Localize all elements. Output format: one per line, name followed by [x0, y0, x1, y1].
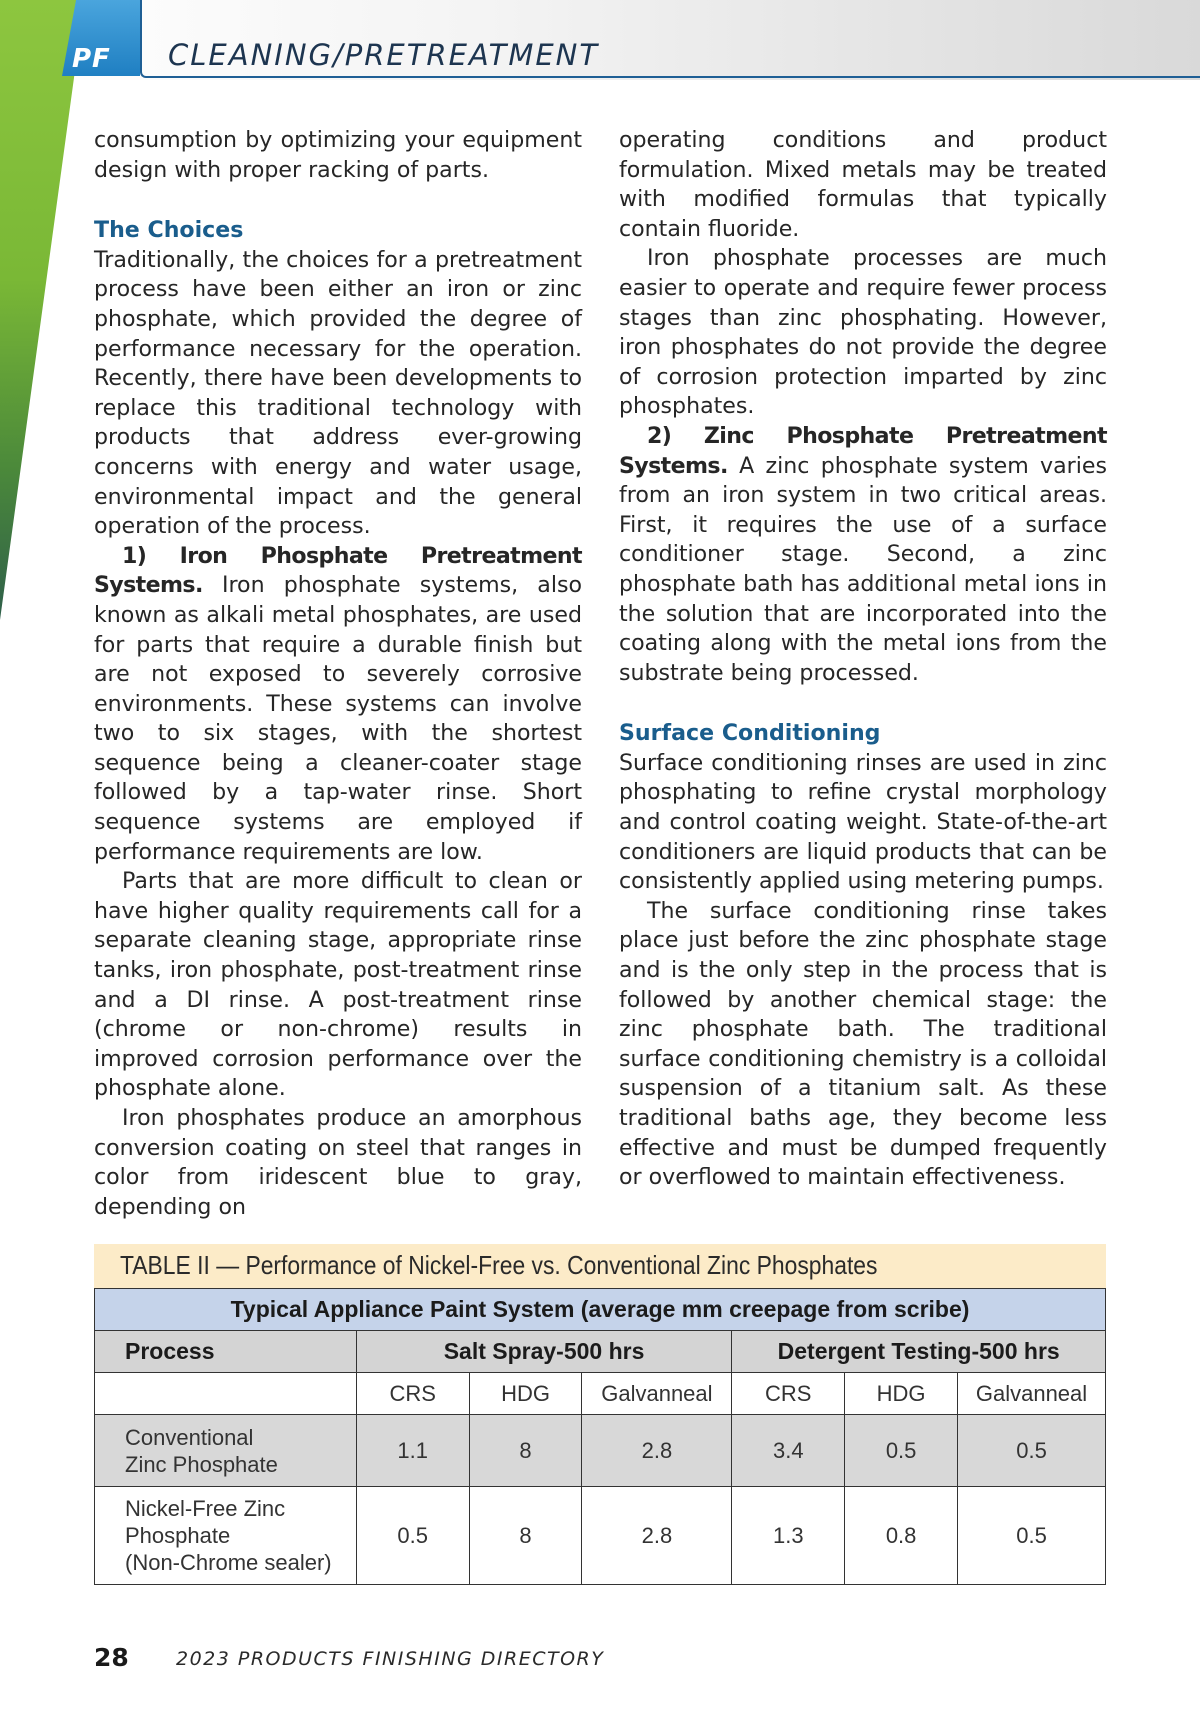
footer-publication-title: 2023 PRODUCTS FINISHING DIRECTORY	[176, 1648, 605, 1670]
column-header-galvanneal: Galvanneal	[958, 1373, 1106, 1415]
page-number: 28	[94, 1643, 129, 1672]
column-header-process: Process	[95, 1331, 357, 1373]
row-label: Nickel-Free Zinc Phosphate (Non-Chrome sealer)	[95, 1487, 357, 1585]
paragraph: consumption by optimizing your equipment design with proper racking of parts.	[94, 127, 582, 183]
paragraph: Parts that are more difficult to clean or have higher quality requirements call for a separate cleaning stage, appropriate rinse tanks, iron phosphate, post-treatment rinse and a DI rinse. A post-treatment rinse (chrome or non-chrome) results in improved corrosion performance over the phosphate alone.	[94, 868, 582, 1102]
table-cell: 0.5	[958, 1487, 1106, 1585]
performance-table	[94, 1288, 1106, 1585]
table-caption: TABLE II — Performance of Nickel-Free vs. Conventional Zinc Phosphates	[120, 1250, 878, 1280]
table-cell: 1.3	[732, 1487, 845, 1585]
table-cell: 1.1	[356, 1415, 469, 1487]
column-group-detergent: Detergent Testing-500 hrs	[732, 1331, 1106, 1373]
section-title: CLEANING/PRETREATMENT	[168, 38, 600, 72]
table-cell: 8	[469, 1415, 582, 1487]
paragraph: The surface conditioning rinse takes place just before the zinc phosphate stage and is the only step in the process that is followed by another chemical stage: the zinc phosphate bath. The traditional surface conditioning chemistry is a colloidal suspension of a titanium salt. As these traditional baths age, they become less effective and must be dumped frequently or overflowed to maintain effectiveness.	[619, 897, 1107, 1191]
table-cell: 0.5	[356, 1487, 469, 1585]
table-row	[95, 1487, 1106, 1585]
row-label: Conventional Zinc Phosphate	[95, 1415, 357, 1487]
subheading-zinc-phosphate: 2) Zinc Phosphate Pretreatment Systems.	[619, 422, 1107, 479]
pf-logo-text: PF	[72, 44, 111, 74]
table-cell: 2.8	[582, 1487, 732, 1585]
paragraph: Iron phosphate processes are much easier to operate and require fewer process stages than zinc phosphating. However, iron phosphates do not provide the degree of corrosion protection imparted by zinc phosphates.	[619, 245, 1107, 420]
paragraph-iron-phosphate: 1) Iron Phosphate Pretreatment Systems. Iron phosphate systems, also known as alkali metal phosphates, are used for parts that require a durable finish but are not exposed to severely corrosive environments. These systems can involve two to six stages, with the shortest sequence being a cleaner-coater stage followed by a tap-water rinse. Short sequence systems are employed if performance requirements are low.	[94, 542, 582, 865]
table-group-row	[95, 1331, 1106, 1373]
left-column	[94, 126, 582, 1222]
table-cell: 3.4	[732, 1415, 845, 1487]
paragraph: Iron phosphates produce an amorphous conversion coating on steel that ranges in color from iridescent blue to gray, depending on	[94, 1105, 582, 1220]
table-cell: 0.5	[958, 1415, 1106, 1487]
column-header-crs: CRS	[356, 1373, 469, 1415]
table-cell: 0.5	[845, 1415, 958, 1487]
table-cell: 2.8	[582, 1415, 732, 1487]
column-header-hdg: HDG	[845, 1373, 958, 1415]
column-header-galvanneal: Galvanneal	[582, 1373, 732, 1415]
table-subheader-row	[95, 1373, 1106, 1415]
column-header-crs: CRS	[732, 1373, 845, 1415]
table-row	[95, 1415, 1106, 1487]
column-group-salt-spray: Salt Spray-500 hrs	[356, 1331, 732, 1373]
table-title-row	[95, 1289, 1106, 1331]
table-cell-empty	[95, 1373, 357, 1415]
paragraph-zinc-phosphate: 2) Zinc Phosphate Pretreatment Systems. A zinc phosphate system varies from an iron system in two critical areas. First, it requires the use of a surface conditioner stage. Second, a zinc phosphate bath has additional metal ions in the solution that are incorporated into the coating along with the metal ions from the substrate being processed.	[619, 422, 1107, 686]
table-cell: 0.8	[845, 1487, 958, 1585]
heading-surface-conditioning: Surface Conditioning	[619, 720, 881, 747]
right-column	[619, 126, 1107, 1193]
subheading-iron-phosphate: 1) Iron Phosphate Pretreatment Systems.	[94, 542, 582, 599]
header-rule-corner	[140, 0, 146, 78]
paragraph: operating conditions and product formulation. Mixed metals may be treated with modified formulas that typically contain fluoride.	[619, 127, 1107, 242]
paragraph: Traditionally, the choices for a pretreatment process have been either an iron or zinc phosphate, which provided the degree of performance necessary for the operation. Recently, there have been developments to replace this traditional technology with products that address ever-growing concerns with energy and water usage, environmental impact and the general operation of the process.	[94, 246, 582, 540]
header-rule-line	[146, 76, 1200, 78]
table-cell: 8	[469, 1487, 582, 1585]
heading-the-choices: The Choices	[94, 217, 244, 244]
paragraph: Surface conditioning rinses are used in zinc phosphating to refine crystal morphology and control coating weight. State-of-the-art conditioners are liquid products that can be consistently applied using metering pumps.	[619, 749, 1107, 895]
table-title: Typical Appliance Paint System (average mm creepage from scribe)	[95, 1289, 1106, 1331]
column-header-hdg: HDG	[469, 1373, 582, 1415]
